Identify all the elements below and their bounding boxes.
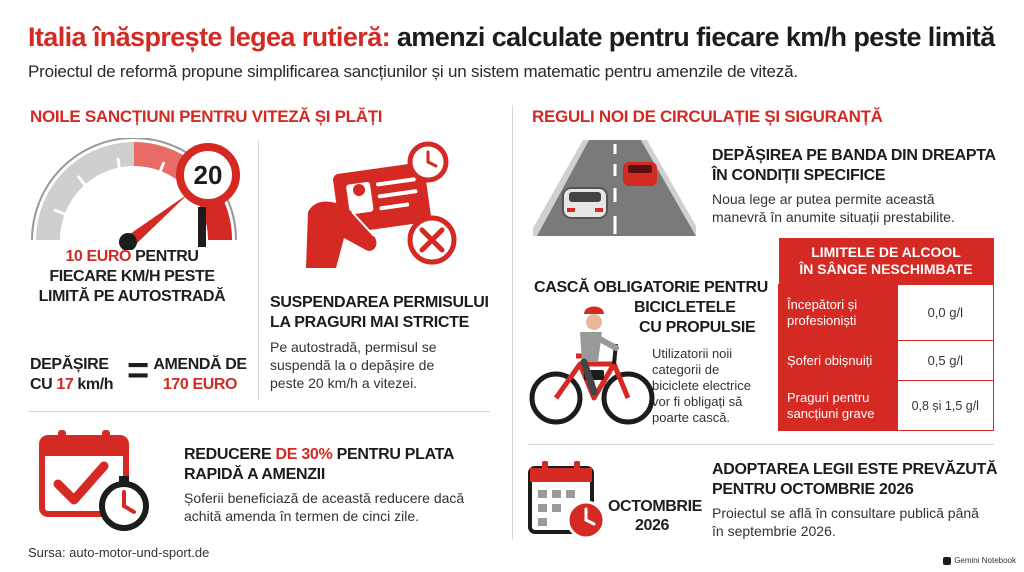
source-credit: Sursa: auto-motor-und-sport.de: [28, 545, 210, 560]
alcohol-row-label: Șoferi obișnuiți: [779, 341, 898, 381]
title-highlight: Italia înăsprește legea rutieră:: [28, 22, 390, 52]
table-row: [779, 285, 994, 341]
alcohol-table-header: [779, 238, 994, 285]
example-overspeed-line1: DEPĂȘIRE: [30, 356, 109, 373]
speed-limit-value: 20: [193, 159, 223, 190]
example-fine-amount: 170 EURO: [162, 376, 238, 393]
adoption-date-year: 2026: [635, 517, 669, 534]
overtaking-text: Noua lege ar putea permite această manevră în anumite situații prestabilite.: [712, 191, 955, 225]
adoption-date: [608, 497, 702, 535]
helmet-title-line2: BICICLETELE: [634, 299, 736, 316]
alcohol-row-label: Începători și profesioniști: [779, 285, 898, 341]
helmet-title-line3: CU PROPULSIE: [639, 319, 756, 336]
license-card-icon: [296, 140, 466, 280]
calendar-check-icon: [38, 428, 156, 534]
example-overspeed: [30, 355, 113, 395]
discount-percent: DE 30%: [275, 446, 333, 463]
right-horizontal-divider: [528, 444, 994, 445]
brand-name: Gemini Notebook: [954, 556, 1016, 565]
license-title: [270, 293, 500, 333]
example-fine: [150, 355, 250, 395]
overtaking-title: [712, 146, 1002, 186]
left-horizontal-divider: [28, 411, 490, 412]
alcohol-limits-table: [778, 238, 994, 431]
adoption-title: [712, 460, 1002, 500]
example-speed-unit: km/h: [73, 376, 114, 393]
helmet-title-line1: CASCĂ OBLIGATORIE PENTRU: [534, 279, 768, 296]
overtaking-title-line1: DEPĂȘIREA PE BANDA DIN DREAPTA: [712, 147, 996, 164]
license-title-line2: LA PRAGURI MAI STRICTE: [270, 314, 470, 331]
alcohol-row-value: 0,0 g/l: [897, 285, 993, 341]
license-title-line1: SUSPENDAREA PERMISULUI: [270, 294, 489, 311]
equals-sign: =: [127, 350, 150, 392]
center-divider: [512, 105, 513, 540]
adoption-title-line2: PENTRU OCTOMBRIE 2026: [712, 481, 914, 498]
fine-rate-line2: FIECARE KM/H PESTE: [49, 268, 215, 285]
page-subtitle: Proiectul de reformă propune simplificarea sancțiunilor și un sistem matematic pentru amenzile de viteză.: [28, 62, 798, 81]
sign-pole: [198, 207, 206, 247]
fine-rate-text: [32, 247, 232, 307]
discount-title-line2: RAPIDĂ A AMENZII: [184, 466, 325, 483]
alcohol-row-label: Praguri pentru sancțiuni grave: [779, 381, 898, 431]
license-text: Pe autostradă, permisul se suspendă la o depășire de peste 20 km/h a vitezei.: [270, 339, 437, 391]
discount-title: [184, 445, 484, 485]
adoption-date-month: OCTOMBRIE: [608, 498, 702, 515]
example-prefix: CU: [30, 376, 57, 393]
example-speed-value: 17: [56, 376, 74, 393]
discount-text: Șoferii beneficiază de această reducere dacă achită amenda în termen de cinci zile.: [184, 490, 465, 524]
brand-logo-icon: [943, 557, 951, 565]
adoption-text: Proiectul se află în consultare publică până în septembrie 2026.: [712, 505, 979, 539]
fine-rate-line3: LIMITĂ PE AUTOSTRADĂ: [38, 288, 226, 305]
example-fine-line1: AMENDĂ DE: [153, 356, 247, 373]
alcohol-row-value: 0,5 g/l: [897, 341, 993, 381]
alcohol-table-header-line1: LIMITELE DE ALCOOL: [811, 244, 961, 260]
speed-limit-sign-icon: [176, 143, 240, 207]
table-row: [779, 381, 994, 431]
page-title: [28, 22, 995, 53]
title-rest: amenzi calculate pentru fiecare km/h peste limită: [389, 22, 995, 52]
discount-title-post: PENTRU PLATA: [332, 446, 455, 463]
table-row: [779, 341, 994, 381]
ebike-rider-icon: [528, 300, 656, 428]
adoption-title-line1: ADOPTAREA LEGII ESTE PREVĂZUTĂ: [712, 461, 998, 478]
highway-overtaking-icon: [533, 140, 696, 236]
discount-title-pre: REDUCERE: [184, 446, 276, 463]
fine-amount: 10 EURO: [65, 248, 132, 265]
alcohol-table-header-line2: ÎN SÂNGE NESCHIMBATE: [799, 261, 973, 277]
alcohol-row-value: 0,8 și 1,5 g/l: [897, 381, 993, 431]
fine-rate-line1: PENTRU: [131, 248, 199, 265]
overtaking-title-line2: ÎN CONDIȚII SPECIFICE: [712, 167, 886, 184]
helmet-text: Utilizatorii noii categorii de biciclete electrice vor fi obligați să poarte cască.: [652, 346, 751, 425]
right-section-heading: REGULI NOI DE CIRCULAȚIE ȘI SIGURANȚĂ: [532, 107, 883, 126]
left-section-heading: NOILE SANCȚIUNI PENTRU VITEZĂ ȘI PLĂȚI: [30, 107, 383, 126]
calendar-clock-icon: [526, 458, 610, 544]
brand-watermark: [943, 556, 1016, 565]
left-inner-divider: [258, 140, 259, 400]
